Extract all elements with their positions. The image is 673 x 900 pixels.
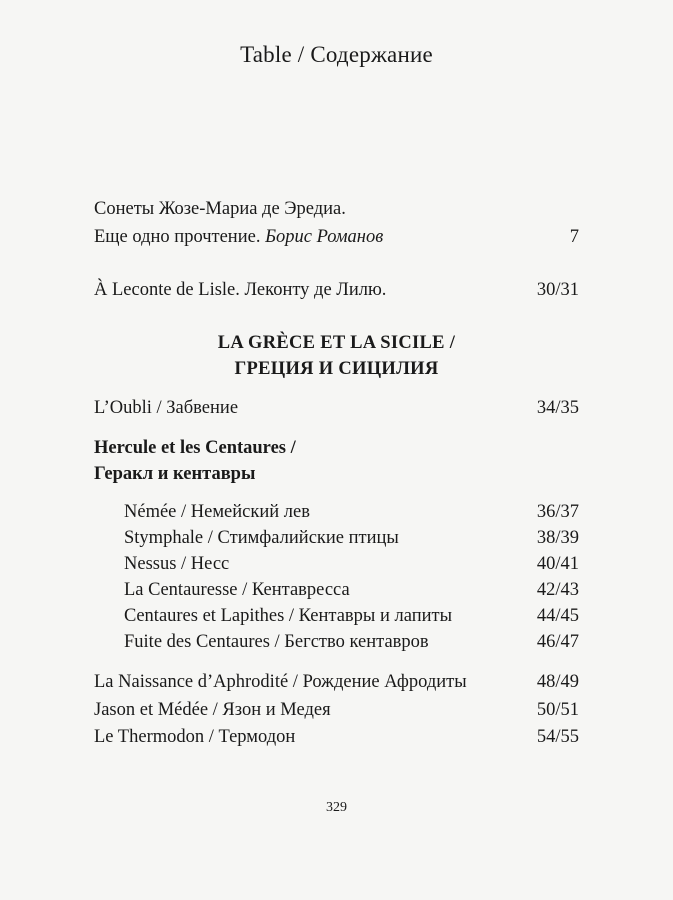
toc-page-oubli: 34/35	[536, 398, 579, 418]
toc-page: 48/49	[536, 672, 579, 692]
intro-line-2-text: Еще одно прочтение.	[94, 227, 266, 247]
toc-page: 54/55	[536, 727, 579, 747]
sub-item-page: 40/41	[536, 554, 579, 574]
page-title: Table / Содержание	[240, 42, 433, 67]
sub-item: Centaures et Lapithes / Кентавры и лапиты	[124, 606, 453, 626]
sub-item-page: 44/45	[536, 606, 579, 626]
intro-author: Борис Романов	[265, 227, 384, 247]
sub-item: Fuite des Centaures / Бегство кентавров	[124, 632, 429, 652]
intro-line-1: Сонеты Жозе-Мариа де Эредиа.	[94, 199, 346, 219]
sub-item-page: 36/37	[536, 502, 579, 522]
section-heading-line-2: ГРЕЦИЯ И СИЦИЛИЯ	[234, 359, 439, 379]
subsection-heading-line-2: Геракл и кентавры	[94, 464, 256, 484]
sub-item: Stymphale / Стимфалийские птицы	[124, 528, 399, 548]
toc-page: 50/51	[536, 700, 579, 720]
subsection-heading-line-1: Hercule et les Centaures /	[94, 438, 296, 458]
sub-item-page: 46/47	[536, 632, 579, 652]
toc-item: Jason et Médée / Язон и Медея	[94, 700, 331, 720]
toc-item-oubli: L’Oubli / Забвение	[94, 398, 239, 418]
toc-item: La Naissance d’Aphrodité / Рождение Афродиты	[94, 672, 467, 692]
toc-item: Le Thermodon / Термодон	[94, 727, 296, 747]
sub-item: La Centauresse / Кентавресса	[124, 580, 350, 600]
intro-page: 7	[569, 227, 579, 247]
sub-item: Nessus / Несс	[124, 554, 230, 574]
sub-item: Némée / Немейский лев	[124, 502, 310, 522]
intro-line-2	[94, 227, 383, 248]
dedication-label: À Leconte de Lisle. Леконту де Лилю.	[94, 280, 387, 300]
sub-item-page: 42/43	[536, 580, 579, 600]
section-heading-line-1: LA GRÈCE ET LA SICILE /	[217, 333, 456, 353]
dedication-page: 30/31	[536, 280, 579, 300]
page-number: 329	[326, 800, 347, 815]
sub-item-page: 38/39	[536, 528, 579, 548]
